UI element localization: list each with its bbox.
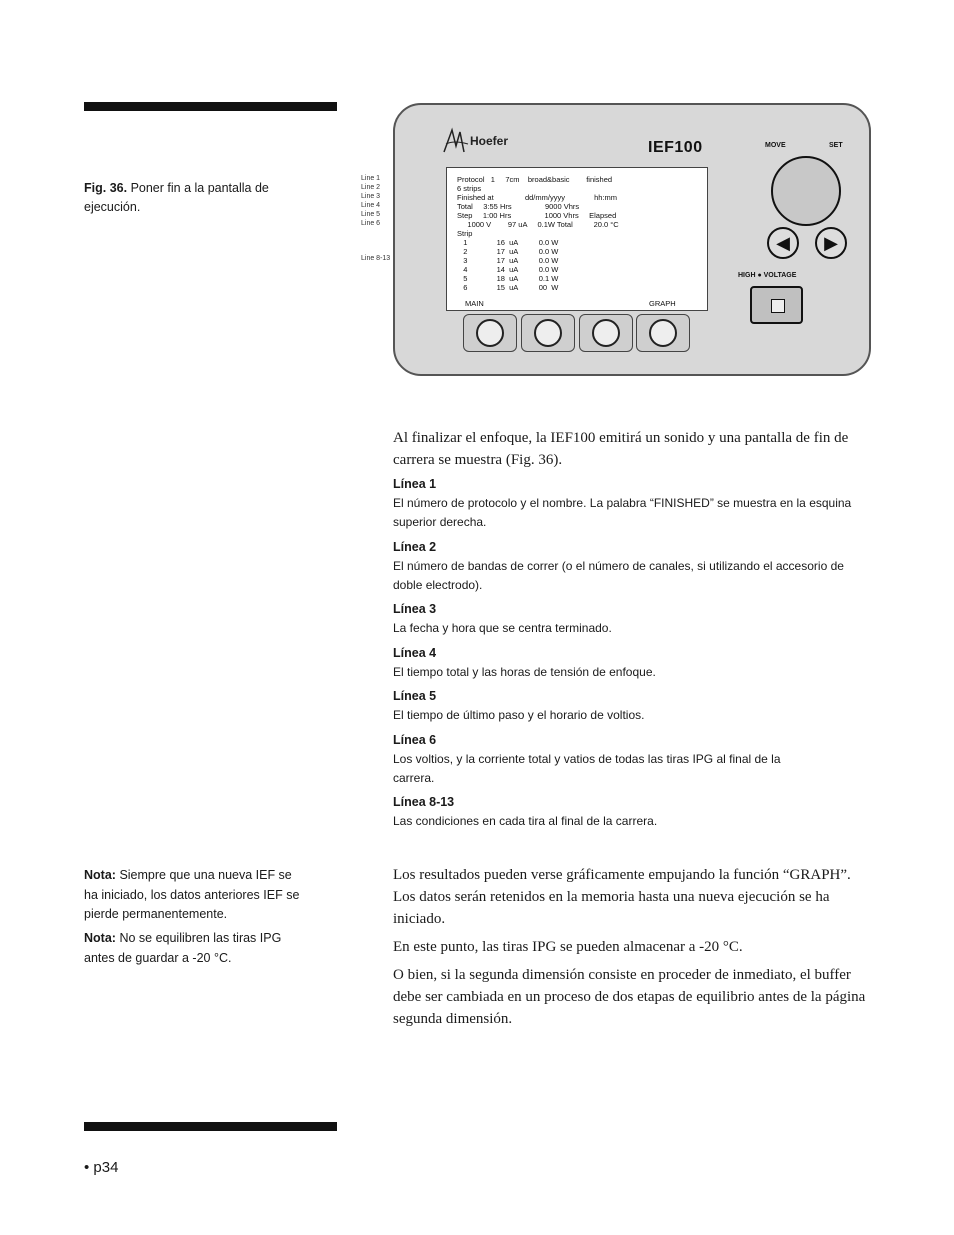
screen-row-5: Step 1:00 Hrs 1000 Vhrs Elapsed xyxy=(457,211,617,220)
line-item-text: El tiempo total y las horas de tensión de enfoque. xyxy=(393,665,656,679)
soft-button-row xyxy=(463,314,691,352)
line-item-text: El número de protocolo y el nombre. La palabra “FINISHED” se muestra en la esquina superior derecha. xyxy=(393,496,852,529)
soft-button-1[interactable] xyxy=(463,314,517,352)
page-number: • p34 xyxy=(84,1159,119,1176)
line-item-heading: Línea 5 xyxy=(393,689,437,703)
line-item xyxy=(393,644,868,682)
bottom-rule xyxy=(84,1122,337,1131)
note xyxy=(84,929,299,968)
line-item-text: El tiempo de último paso y el horario de voltios. xyxy=(393,708,645,722)
results-paragraph-2: En este punto, las tiras IPG se pueden almacenar a -20 °C. xyxy=(393,939,743,955)
high-voltage-button[interactable] xyxy=(750,286,803,324)
left-arrow-button[interactable]: ◀ xyxy=(767,227,799,259)
line-item-heading: Línea 1 xyxy=(393,477,437,491)
line-item-text: La fecha y hora que se centra terminado. xyxy=(393,621,612,635)
line-label-2: Line 2 xyxy=(361,184,381,191)
line-label-8-13: Line 8-13 xyxy=(361,255,391,262)
screen-row-strip: Strip xyxy=(457,229,473,238)
line-item-heading: Línea 3 xyxy=(393,602,437,616)
strip-row: 2 17 uA 0.0 W xyxy=(457,247,559,256)
line-item-text: El número de bandas de correr (o el número de canales, si utilizando el accesorio de doble electrodo). xyxy=(393,559,844,592)
screen-row-6: 1000 V 97 uA 0.1W Total 20.0 °C xyxy=(457,220,619,229)
line-item-heading: Línea 2 xyxy=(393,540,437,554)
line-label-5: Line 5 xyxy=(361,211,381,218)
high-voltage-label: HIGH ● VOLTAGE xyxy=(738,272,797,279)
results-paragraph-1: Los resultados pueden verse gráficamente empujando la función “GRAPH”. Los datos serán retenidos en la memoria hasta una nueva ejecución se ha iniciado. xyxy=(393,867,851,927)
strip-row: 5 18 uA 0.1 W xyxy=(457,274,559,283)
set-label: SET xyxy=(829,142,843,149)
screen-row-2: 6 strips xyxy=(457,184,482,193)
hoefer-logo-icon xyxy=(442,126,472,156)
line-item-heading: Línea 8-13 xyxy=(393,795,455,809)
soft-label-graph: GRAPH xyxy=(649,299,676,308)
note xyxy=(84,866,309,925)
line-label-1: Line 1 xyxy=(361,175,381,182)
move-label: MOVE xyxy=(765,142,786,149)
brand-name: Hoefer xyxy=(470,134,509,148)
note-text: Siempre que una nueva IEF se ha iniciado, los datos anteriores IEF se pierde permanentemente. xyxy=(84,868,300,921)
soft-button-2[interactable] xyxy=(521,314,575,352)
model-name: IEF100 xyxy=(648,139,703,156)
note-label: Nota: xyxy=(84,931,116,945)
line-item xyxy=(393,687,868,725)
line-item-text: Los voltios, y la corriente total y vatios de todas las tiras IPG al final de la carrera. xyxy=(393,752,781,785)
intro-paragraph: Al finalizar el enfoque, la IEF100 emitirá un sonido y una pantalla de fin de carrera se muestra (Fig. 36). xyxy=(393,430,849,468)
strip-row: 6 15 uA 00 W xyxy=(457,283,559,292)
line-item xyxy=(393,731,823,788)
figure-label: Fig. 36. xyxy=(84,181,128,195)
line-item-heading: Línea 6 xyxy=(393,733,437,747)
line-item xyxy=(393,538,868,595)
top-rule xyxy=(84,102,337,111)
note-text: No se equilibren las tiras IPG antes de guardar a -20 °C. xyxy=(84,931,282,965)
line-label-6: Line 6 xyxy=(361,220,381,227)
strip-row: 3 17 uA 0.0 W xyxy=(457,256,559,265)
screen-row-4: Total 3:55 Hrs 9000 Vhrs xyxy=(457,202,580,211)
soft-label-main: MAIN xyxy=(465,299,484,308)
strip-row: 4 14 uA 0.0 W xyxy=(457,265,559,274)
strip-row: 1 16 uA 0.0 W xyxy=(457,238,559,247)
line-item xyxy=(393,475,868,532)
line-item xyxy=(393,600,868,638)
screen-row-1: Protocol 1 7cm broad&basic finished xyxy=(457,175,613,184)
line-item xyxy=(393,793,868,831)
line-item-text: Las condiciones en cada tira al final de la carrera. xyxy=(393,814,658,828)
results-paragraph-3: O bien, si la segunda dimensión consiste en proceder de inmediato, el buffer debe ser cambiada en un proceso de dos etapas de equilibrio antes de la página segunda dimensión. xyxy=(393,967,866,1027)
figure-caption xyxy=(84,179,314,217)
note-label: Nota: xyxy=(84,868,116,882)
line-label-4: Line 4 xyxy=(361,202,381,209)
screen-row-3: Finished at dd/mm/yyyy hh:mm xyxy=(457,193,618,202)
soft-button-4[interactable] xyxy=(636,314,690,352)
move-dial[interactable] xyxy=(771,156,841,226)
lcd-screen xyxy=(446,167,708,311)
line-label-3: Line 3 xyxy=(361,193,381,200)
right-arrow-button[interactable]: ▶ xyxy=(815,227,847,259)
figure-caption-text: Poner fin a la pantalla de ejecución. xyxy=(84,181,269,214)
line-item-heading: Línea 4 xyxy=(393,646,437,660)
soft-button-3[interactable] xyxy=(579,314,633,352)
